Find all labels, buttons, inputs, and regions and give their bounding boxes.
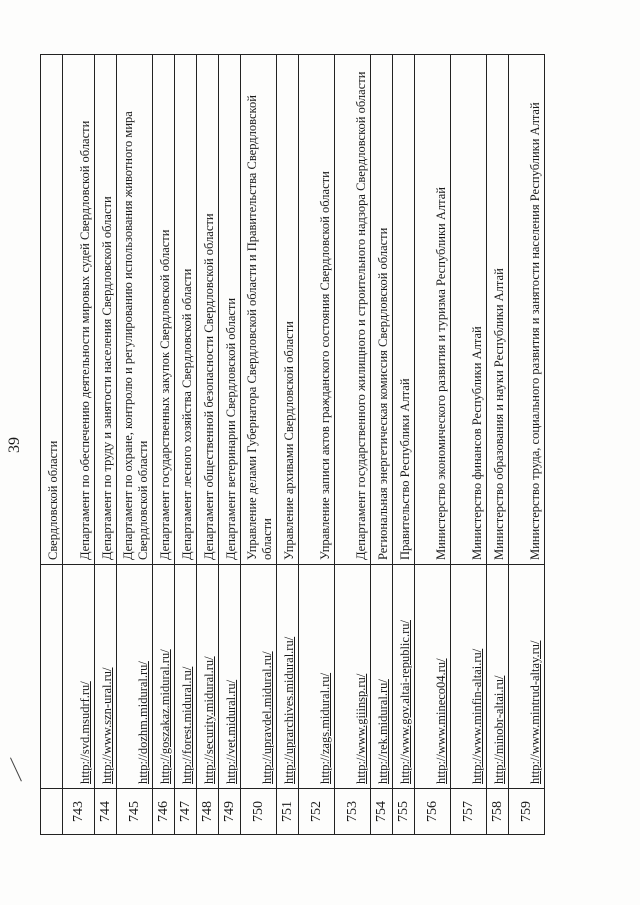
table-row: [95, 55, 117, 835]
organization-name: Правительство Республики Алтай: [393, 55, 415, 565]
site-url-link[interactable]: http://uprarchives.midural.ru/: [282, 636, 296, 784]
site-url-link[interactable]: http://security.midural.ru/: [202, 656, 216, 784]
table-row: [197, 55, 219, 835]
site-url-link[interactable]: http://www.szn-ural.ru/: [100, 667, 114, 784]
site-url-cell: [117, 565, 153, 789]
row-number: 750: [241, 789, 277, 835]
row-number: 758: [487, 789, 509, 835]
site-url-link[interactable]: http://www.minfin-altai.ru/: [470, 648, 484, 784]
row-number: 747: [175, 789, 197, 835]
row-number: 745: [117, 789, 153, 835]
site-url-cell: [335, 565, 371, 789]
row-number: 743: [63, 789, 95, 835]
row-number: 751: [277, 789, 299, 835]
table-row: [371, 55, 393, 835]
table-row: [393, 55, 415, 835]
row-number: [41, 789, 63, 835]
table-row: [117, 55, 153, 835]
site-url-link[interactable]: http://rek.midural.ru/: [376, 679, 390, 784]
site-url-link[interactable]: http://www.mineco04.ru/: [434, 658, 448, 784]
table-row: [487, 55, 509, 835]
site-url-cell: [63, 565, 95, 789]
site-url-link[interactable]: http://www.gov.altai-republic.ru/: [398, 620, 412, 784]
site-url-cell: [241, 565, 277, 789]
site-url-link[interactable]: http://www.mintrud-altay.ru/: [528, 640, 542, 784]
site-url-cell: [509, 565, 545, 789]
site-url-cell: [175, 565, 197, 789]
organization-name: Региональная энергетическая комиссия Свердловской области: [371, 55, 393, 565]
table-row: [415, 55, 451, 835]
row-number: 757: [451, 789, 487, 835]
site-url-cell: [415, 565, 451, 789]
row-number: 746: [153, 789, 175, 835]
row-number: 744: [95, 789, 117, 835]
registry-table: [40, 54, 545, 835]
table-row: [335, 55, 371, 835]
site-url-link[interactable]: http://vet.midural.ru/: [224, 679, 238, 784]
site-url-link[interactable]: http://www.giiinsp.ru/: [354, 673, 368, 784]
organization-name: Министерство образования и науки Республики Алтай: [487, 55, 509, 565]
site-url-link[interactable]: http://zags.midural.ru/: [318, 672, 332, 784]
table-row: [509, 55, 545, 835]
pen-mark: [0, 757, 22, 786]
organization-name: Управление записи актов гражданского состояния Свердловской области: [299, 55, 335, 565]
organization-name: Департамент общественной безопасности Свердловской области: [197, 55, 219, 565]
table-row: [175, 55, 197, 835]
site-url-link[interactable]: http://svd.msudrf.ru/: [78, 681, 92, 784]
row-number: 752: [299, 789, 335, 835]
site-url-cell: [197, 565, 219, 789]
table-row: [41, 55, 63, 835]
site-url-cell: [219, 565, 241, 789]
organization-name: Департамент по обеспечению деятельности мировых судей Свердловской области: [63, 55, 95, 565]
site-url-cell: [95, 565, 117, 789]
site-url-link[interactable]: http://dozhm.midural.ru/: [136, 661, 150, 784]
table-row: [299, 55, 335, 835]
site-url-cell: [393, 565, 415, 789]
site-url-link[interactable]: http://goszakaz.midural.ru/: [158, 649, 172, 784]
site-url-cell: [299, 565, 335, 789]
row-number: 748: [197, 789, 219, 835]
row-number: 756: [415, 789, 451, 835]
row-number: 754: [371, 789, 393, 835]
table-row: [277, 55, 299, 835]
table-row: [63, 55, 95, 835]
organization-name: Департамент государственного жилищного и строительного надзора Свердловской области: [335, 55, 371, 565]
site-url-link[interactable]: http://upravdel.midural.ru/: [260, 651, 274, 784]
organization-name: Министерство труда, социального развития и занятости населения Республики Алтай: [509, 55, 545, 565]
site-url-cell: [451, 565, 487, 789]
table-row: [153, 55, 175, 835]
organization-name: Департамент лесного хозяйства Свердловской области: [175, 55, 197, 565]
organization-name: Департамент государственных закупок Свердловской области: [153, 55, 175, 565]
site-url-cell: [371, 565, 393, 789]
table-row: [241, 55, 277, 835]
organization-name: Управление архивами Свердловской области: [277, 55, 299, 565]
site-url-link[interactable]: http://minobr-altai.ru/: [492, 675, 506, 784]
organization-name: Свердловской области: [41, 55, 63, 565]
site-url-cell: [487, 565, 509, 789]
organization-name: Министерство финансов Республики Алтай: [451, 55, 487, 565]
table-row: [451, 55, 487, 835]
site-url-cell: [277, 565, 299, 789]
site-url-cell: [41, 565, 63, 789]
row-number: 759: [509, 789, 545, 835]
row-number: 755: [393, 789, 415, 835]
organization-name: Департамент по охране, контролю и регулированию использования животного мира Свердловской области: [117, 55, 153, 565]
organization-name: Управление делами Губернатора Свердловской области и Правительства Свердловской области: [241, 55, 277, 565]
page-number: 39: [6, 437, 23, 453]
organization-name: Министерство экономического развития и туризма Республики Алтай: [415, 55, 451, 565]
organization-name: Департамент ветеринарии Свердловской области: [219, 55, 241, 565]
organization-name: Департамент по труду и занятости населения Свердловской области: [95, 55, 117, 565]
site-url-link[interactable]: http://forest.midural.ru/: [180, 666, 194, 784]
row-number: 749: [219, 789, 241, 835]
row-number: 753: [335, 789, 371, 835]
table-row: [219, 55, 241, 835]
site-url-cell: [153, 565, 175, 789]
